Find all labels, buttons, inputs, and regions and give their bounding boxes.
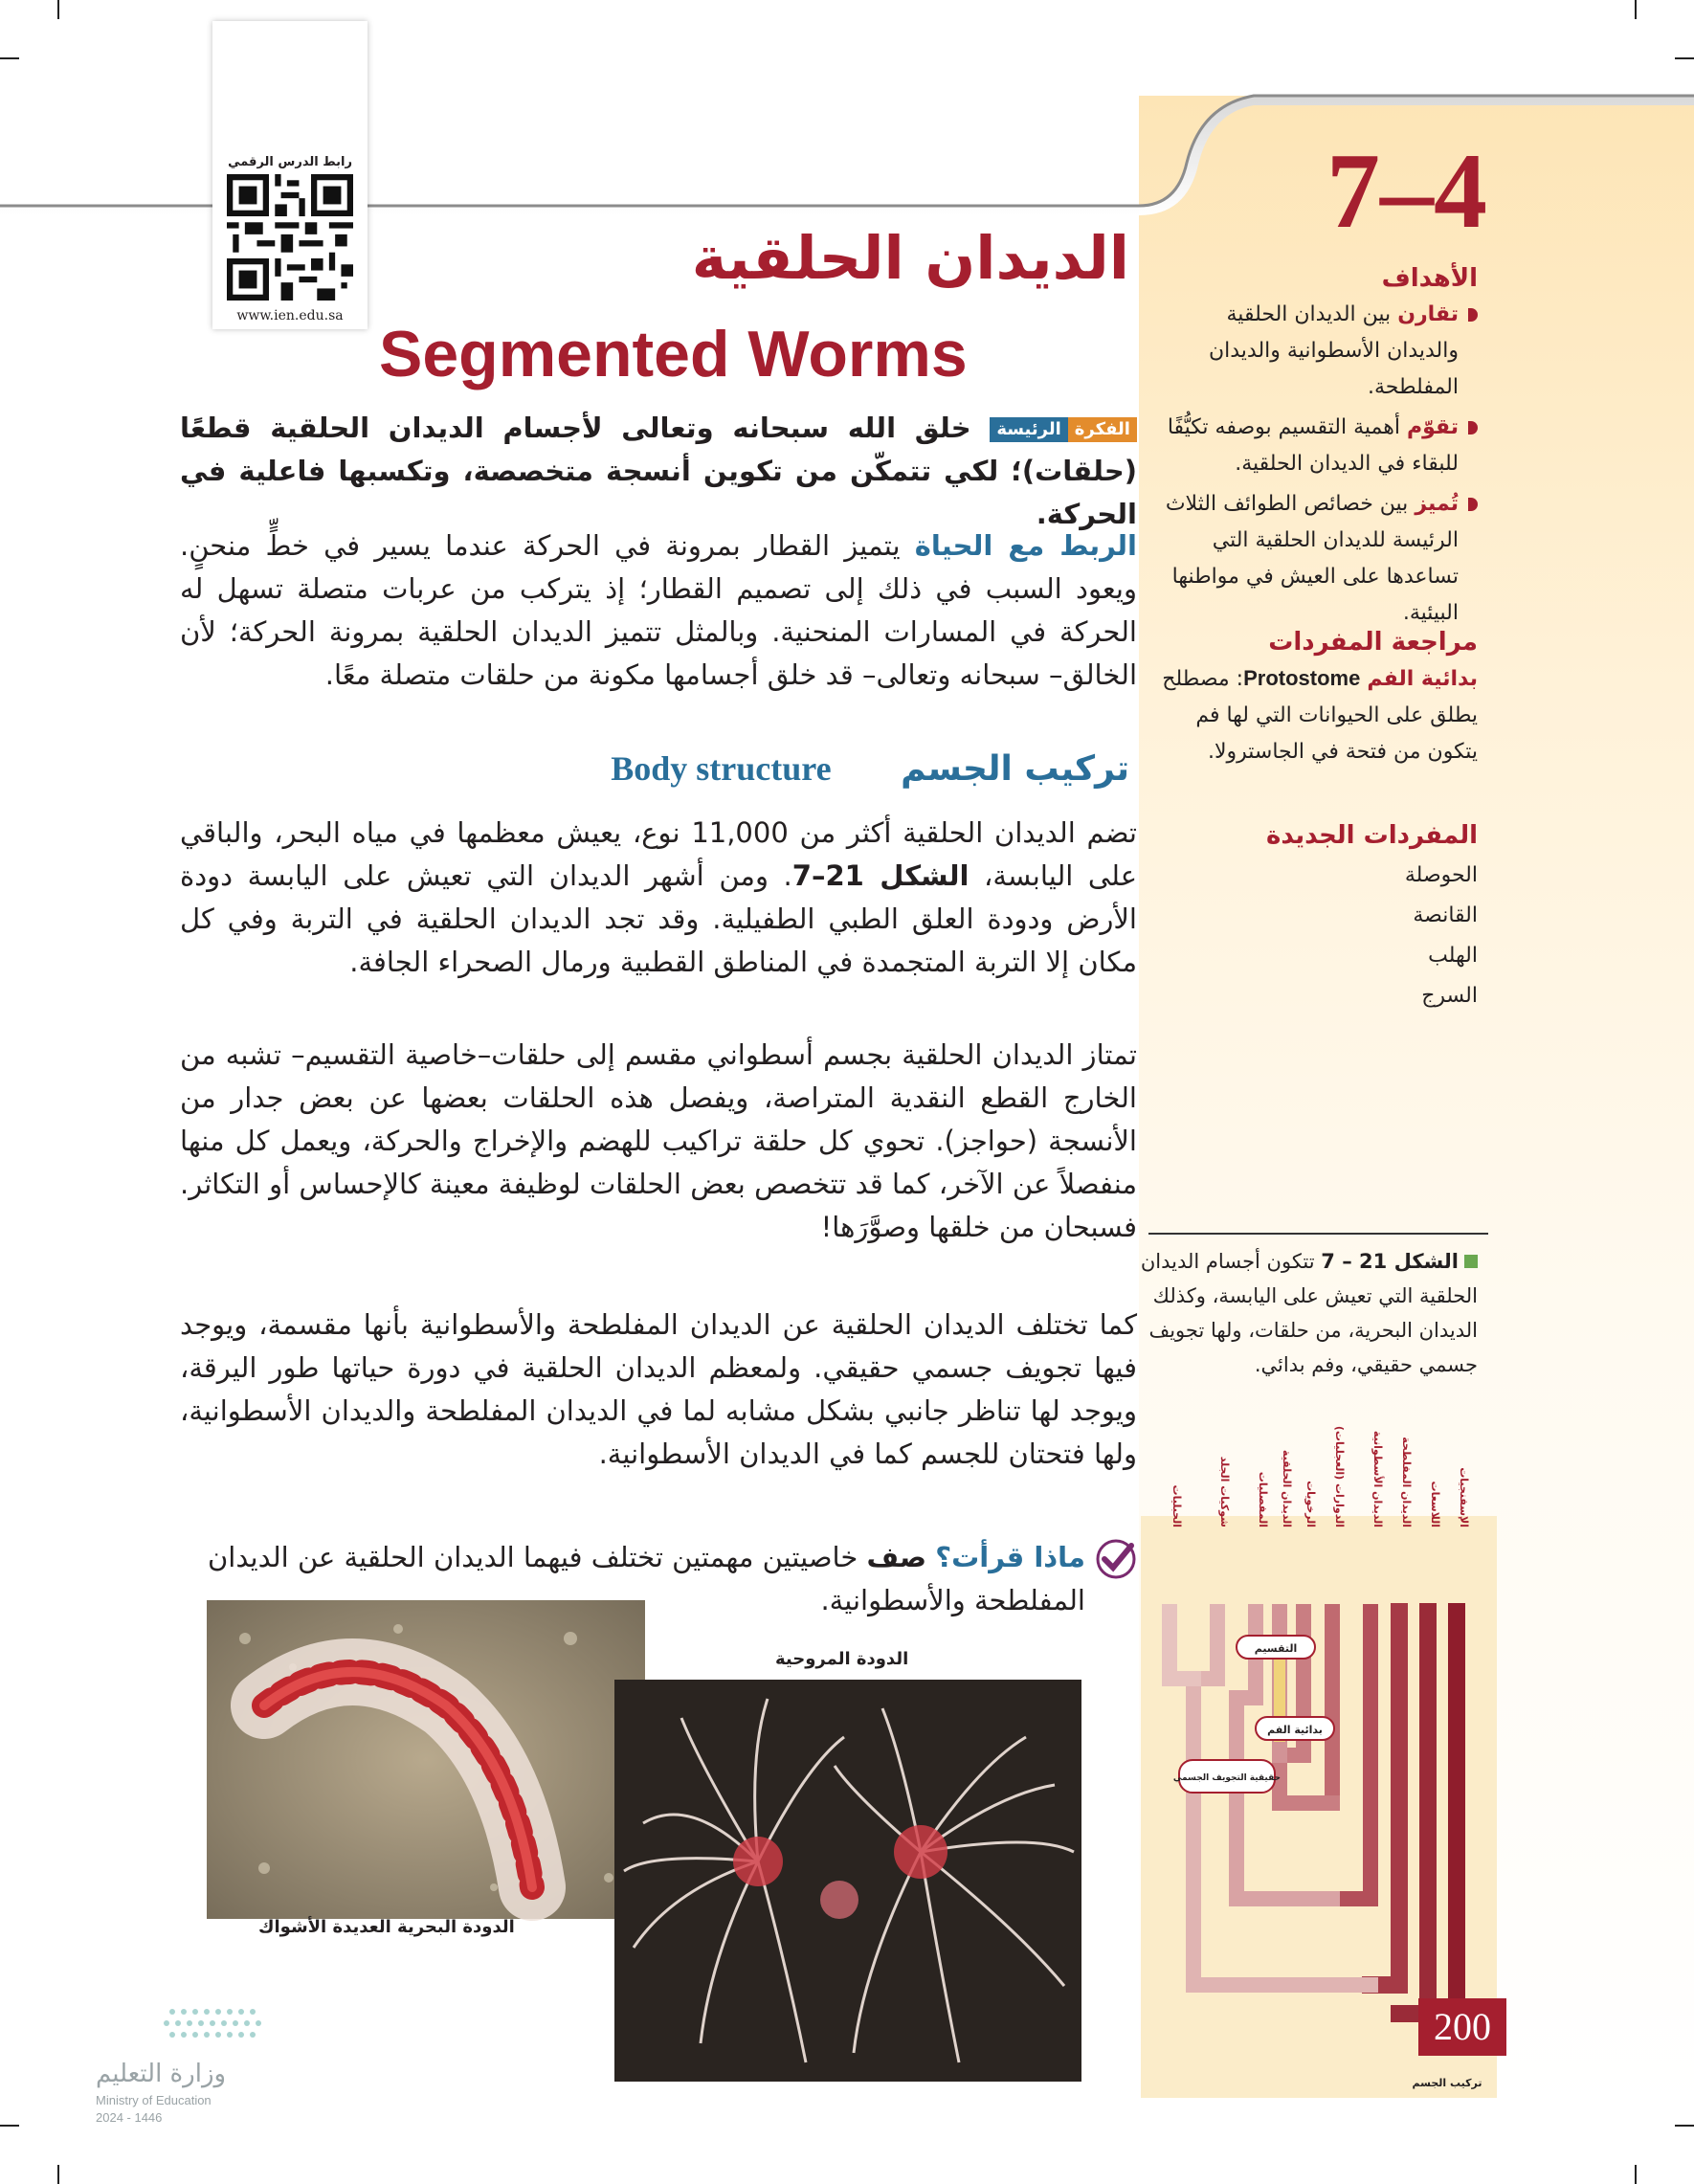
objective-verb: تقارن xyxy=(1397,302,1459,326)
paragraph-1 xyxy=(180,812,1137,984)
main-idea xyxy=(180,407,1137,536)
main-idea-tag: الفكرة xyxy=(1068,417,1137,442)
ministry-name-en: Ministry of Education xyxy=(96,2093,212,2107)
fireworm-image xyxy=(207,1600,645,1919)
ministry-year: 2024 - 1446 xyxy=(96,2110,163,2125)
paragraph-1-text-b: . ومن أشهر الديدان التي تعيش على اليابسة دودة الأرض ودودة العلق الطبي الطفيلية. وقد تجد الديدان الحلقية في التربة وفي كل مكان إلا التربة المتجمدة في المناطق القطبية ورمال الصحراء الجافة. xyxy=(180,859,1137,978)
paragraph-2 xyxy=(180,1034,1137,1249)
caption-rule xyxy=(1148,1233,1488,1235)
main-idea-tag-2: الرئيسة xyxy=(990,417,1067,442)
reading-check-text: خاصيتين مهمتين تختلف فيهما الديدان الحلقية عن الديدان المفلطحة والأسطوانية. xyxy=(207,1541,1085,1616)
objective-verb: تقوّم xyxy=(1406,415,1459,439)
objective-text: أهمية التقسيم بوصفه تكيُّفًا للبقاء في الديدان الحلقية. xyxy=(1167,415,1459,476)
qr-code[interactable] xyxy=(227,174,353,301)
new-vocab xyxy=(1152,815,1478,1016)
qr-card[interactable] xyxy=(212,21,368,329)
clado-node-label: بدائية الفم xyxy=(1267,1724,1323,1736)
clado-taxon: الإسفنجيات xyxy=(1458,1467,1470,1527)
real-world-label: الربط مع الحياة xyxy=(914,529,1137,562)
fanworm-image xyxy=(614,1680,1081,2082)
section-title-arabic: تركيب الجسم xyxy=(901,749,1129,789)
objective-text: بين الديدان الحلقية والديدان الأسطوانية والديدان المفلطحة. xyxy=(1208,302,1459,399)
ministry-name-ar: وزارة التعليم xyxy=(96,2060,227,2088)
reading-check-label: ماذا قرأت؟ xyxy=(935,1541,1085,1573)
vocab-word[interactable]: السرج xyxy=(1421,984,1478,1008)
figure-caption xyxy=(1138,1244,1478,1382)
figure-reference[interactable]: الشكل 21–7 xyxy=(791,859,970,892)
objective-text: بين خصائص الطوائف الثلاث الرئيسة للديدان الحلقية التي تساعدها على العيش في مواطنها البيئية. xyxy=(1165,492,1459,625)
clado-taxon: الديدان الأسطوانية xyxy=(1371,1430,1384,1527)
clado-node-label: حقيقية التجويف الجسمي xyxy=(1172,1773,1282,1783)
objective-item xyxy=(1152,410,1478,482)
qr-url[interactable]: www.ien.edu.sa xyxy=(236,308,344,323)
bullet-icon xyxy=(1468,308,1478,322)
real-world-text: يتميز القطار بمرونة في الحركة عندما يسير في خطٍّ منحنٍ. ويعود السبب في ذلك إلى تصميم القطار؛ إذ يتركب من عربات متصلة تسهل له الحركة في المسارات المنحنية. وبالمثل تتميز الديدان الحلقية بمرونة الحركة؛ لأن الخالق– سبحانه وتعالى– قد خلق أجسامها مكونة من حلقات متصلة معًا. xyxy=(180,529,1137,691)
objective-verb: تُميز xyxy=(1415,492,1459,516)
objective-item xyxy=(1152,297,1478,406)
bullet-icon xyxy=(1468,498,1478,511)
fanworm-photo xyxy=(614,1680,1081,2082)
lesson-number: 7–4 xyxy=(1326,132,1487,251)
ministry-logo xyxy=(96,2002,325,2136)
fireworm-caption: الدودة البحرية العديدة الأشواك xyxy=(258,1917,515,1937)
real-world-link xyxy=(180,524,1137,697)
vocab-word[interactable]: القانصة xyxy=(1413,903,1478,927)
vocab-term-ar: بدائية الفم xyxy=(1367,667,1478,691)
clado-taxon: الحبليات xyxy=(1170,1484,1183,1527)
main-idea-text: خلق الله سبحانه وتعالى لأجسام الديدان الحلقية قطعًا (حلقات)؛ لكي تتمكّن من تكوين أنسجة متخصصة، وتكسبها فاعلية في الحركة. xyxy=(180,412,1137,530)
vocab-term-en: Protostome xyxy=(1243,666,1361,690)
objectives xyxy=(1152,260,1478,635)
clado-taxon: المفصليات xyxy=(1257,1471,1269,1527)
paragraph-2-text: تمتاز الديدان الحلقية بجسم أسطواني مقسم إلى حلقات–خاصية التقسيم– تشبه من الخارج القطع النقدية المتراصة، ويفصل هذه الحلقات بعضها عن بعض جدار من الأنسجة (حواجز). تحوي كل حلقة تراكيب للهضم والإخراج والحركة، ويعمل كل منها منفصلاً عن الآخر، كما قد تتخصص بعض الحلقات لوظيفة معينة كالإحساس أو التكاثر. فسبحان من خلقها وصوَّرَها! xyxy=(180,1038,1137,1243)
qr-caption: رابط الدرس الرقمي xyxy=(228,155,352,169)
lesson-title-arabic: الديدان الحلقية xyxy=(691,223,1129,293)
bullet-icon xyxy=(1468,421,1478,435)
paragraph-1-text-a: تضم الديدان الحلقية أكثر من 11,000 نوع، يعيش معظمها في مياه البحر، والباقي على اليابسة، xyxy=(180,816,1138,892)
vocab-review xyxy=(1152,624,1478,770)
section-heading xyxy=(268,748,1129,796)
figure-caption-label: الشكل 21 – 7 xyxy=(1321,1250,1459,1273)
clado-taxon: اللاسعات xyxy=(1429,1481,1441,1527)
clado-taxon: الديدان الحلقية xyxy=(1281,1449,1293,1527)
clado-node-label: التقسيم xyxy=(1254,1642,1298,1655)
fanworm-caption: الدودة المروحية xyxy=(775,1649,909,1669)
vocab-definition: : مصطلح يطلق على الحيوانات التي لها فم يتكون من فتحة في الجاسترولا. xyxy=(1162,667,1478,764)
vocab-word[interactable]: الهلب xyxy=(1428,944,1478,968)
lesson-title-english: Segmented Worms xyxy=(379,318,968,390)
new-vocab-heading: المفردات الجديدة xyxy=(1266,821,1478,850)
objective-item xyxy=(1152,486,1478,632)
clado-axis-label: تركيب الجسم xyxy=(1412,2077,1482,2089)
paragraph-3-text: كما تختلف الديدان الحلقية عن الديدان المفلطحة والأسطوانية بأنها مقسمة، ويوجد فيها تجويف جسمي حقيقي. ولمعظم الديدان الحلقية في دورة حياتها طور اليرقة، ويوجد لها تناظر جانبي بشكل مشابه لما في الديدان المفلطحة والديدان الأسطوانية، ولها فتحتان للجسم كما في الديدان الأسطوانية. xyxy=(180,1308,1137,1470)
caption-square-icon xyxy=(1464,1255,1478,1268)
clado-taxon: الدوارات (العجليات) xyxy=(1333,1425,1346,1527)
ministry-emblem-icon xyxy=(96,2002,325,2056)
figure-caption-text: تتكون أجسام الديدان الحلقية التي تعيش على اليابسة، وكذلك الديدان البحرية، من حلقات، ولها تجويف جسمي حقيقي، وفم بدائي. xyxy=(1140,1250,1478,1376)
fireworm-photo xyxy=(207,1600,645,1919)
page-number: 200 xyxy=(1418,1998,1506,2056)
clado-taxon: الرخويات xyxy=(1304,1481,1317,1527)
section-title-english: Body structure xyxy=(611,749,832,788)
clado-taxon: الديدان المفلطحة xyxy=(1400,1437,1413,1527)
clado-taxon: شوكيات الجلد xyxy=(1218,1456,1231,1527)
paragraph-3 xyxy=(180,1304,1137,1476)
vocab-review-heading: مراجعة المفردات xyxy=(1268,628,1478,657)
checkmark-icon xyxy=(1095,1538,1137,1580)
vocab-word[interactable]: الحوصلة xyxy=(1404,863,1478,887)
reading-check-verb: صف xyxy=(866,1541,927,1573)
objectives-heading: الأهداف xyxy=(1381,264,1478,293)
